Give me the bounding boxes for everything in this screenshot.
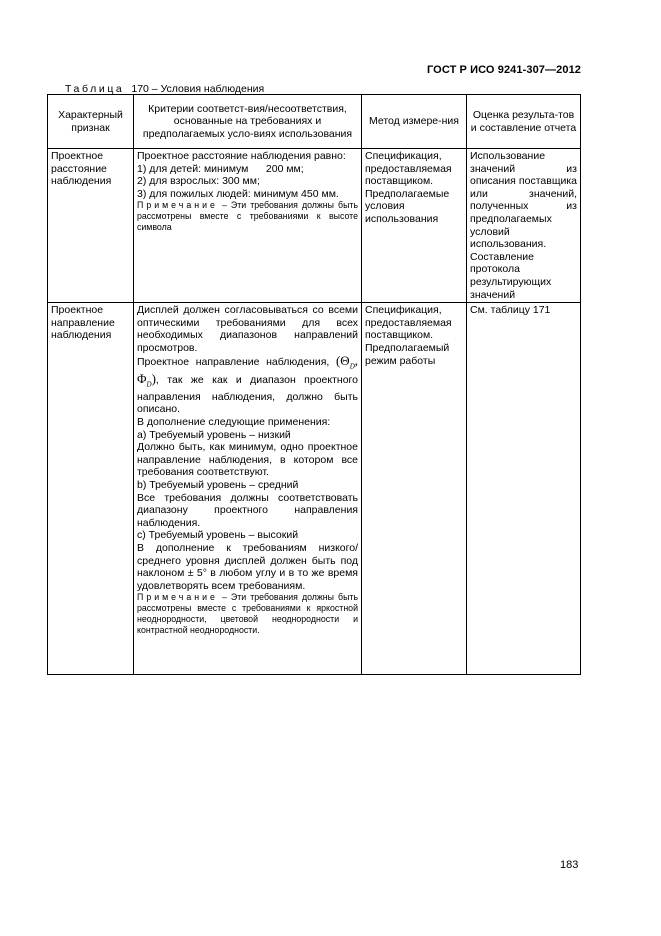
row2-evaluation: См. таблицу 171: [467, 303, 581, 675]
row1-criteria: [134, 149, 362, 303]
row2-note-label: Примечание: [137, 592, 218, 603]
row2-formula-prefix: Проектное направление наблюдения,: [137, 355, 330, 368]
row2-criteria-line: a) Требуемый уровень – низкий: [137, 428, 291, 441]
theta-symbol: Θ: [340, 352, 350, 368]
row2-criteria-line: Должно быть, как минимум, одно проектное направление наблюдения, в котором все требования соответствуют.: [137, 441, 358, 479]
row2-criteria-line: В дополнение следующие применения:: [137, 416, 331, 429]
row1-feature: Проектное расстояние наблюдения: [48, 149, 134, 303]
row2-method: Спецификация, предоставляемая поставщиком. Предполагаемый режим работы: [362, 303, 467, 675]
row2-feature: Проектное направление наблюдения: [48, 303, 134, 675]
standard-designation: ГОСТ Р ИСО 9241-307—2012: [426, 64, 581, 76]
row1-criteria-line: 1) для детей: минимум 200 мм;: [137, 162, 304, 175]
row1-criteria-line: 3) для пожилых людей: минимум 450 мм.: [137, 187, 339, 200]
table-caption-text: 170 – Условия наблюдения: [131, 83, 265, 95]
table-caption-label: Таблица: [65, 83, 125, 95]
row2-note-text: – Эти требования должны быть рассмотрены вместе с требованиями к яркостной неоднородности, цветовой неоднородности и контрастной неоднородности.: [137, 592, 358, 636]
row2-criteria-line: c) Требуемый уровень – высокий: [137, 529, 299, 542]
row1-method: Спецификация, предоставляемая поставщиком. Предполагаемые условия использования: [362, 149, 467, 303]
table-row: [48, 303, 581, 675]
viewing-direction-formula: ($\Theta_D$, $\Phi_D$): [137, 352, 358, 389]
table-header-row: [48, 95, 581, 149]
row1-criteria-line: Проектное расстояние наблюдения равно:: [137, 150, 346, 162]
row2-formula-suffix: , так же как и диапазон проектного направления наблюдения, должно быть описано.: [137, 373, 358, 416]
row1-note-text: – Эти требования должны быть рассмотрены вместе с требованиями к высоте символа: [137, 200, 358, 233]
phi-subscript: D: [146, 380, 152, 389]
header-feature: Характерный признак: [48, 95, 134, 149]
header-criteria: Критерии соответст-вия/несоответствия, основанные на требованиях и предполагаемых усло-виях использования: [134, 95, 362, 149]
row1-note: [137, 200, 358, 233]
row2-criteria-line: Все требования должны соответствовать диапазону проектного направления наблюдения.: [137, 491, 358, 529]
page-number: 183: [560, 859, 579, 871]
header-evaluation: Оценка результа-тов и составление отчета: [467, 95, 581, 149]
row1-criteria-line: 2) для взрослых: 300 мм;: [137, 175, 260, 188]
row2-criteria-line: Дисплей должен согласовываться со всеми оптическими требованиями для всех необходимых диапазонов направлений просмотров.: [137, 304, 358, 354]
row2-criteria-line: В дополнение к требованиям низкого/среднего уровня дисплей должен быть под наклоном ± 5° в любом углу и в то же время удовлетворять всем требованиям.: [137, 542, 358, 592]
phi-symbol: Φ: [137, 370, 147, 386]
row2-criteria: [134, 303, 362, 675]
table-row: [48, 149, 581, 303]
theta-subscript: D: [349, 362, 355, 371]
conditions-table: [47, 94, 581, 675]
row2-formula-paragraph: [137, 352, 358, 417]
row1-evaluation: Использование значений из описания поставщика или значений, полученных из предполагаемых условий использования. Составление протокола результирующих значений: [467, 149, 581, 303]
row2-criteria-line: b) Требуемый уровень – средний: [137, 479, 299, 492]
row1-note-label: Примечание: [137, 200, 218, 211]
header-method: Метод измере-ния: [362, 95, 467, 149]
row2-note: [137, 592, 358, 636]
